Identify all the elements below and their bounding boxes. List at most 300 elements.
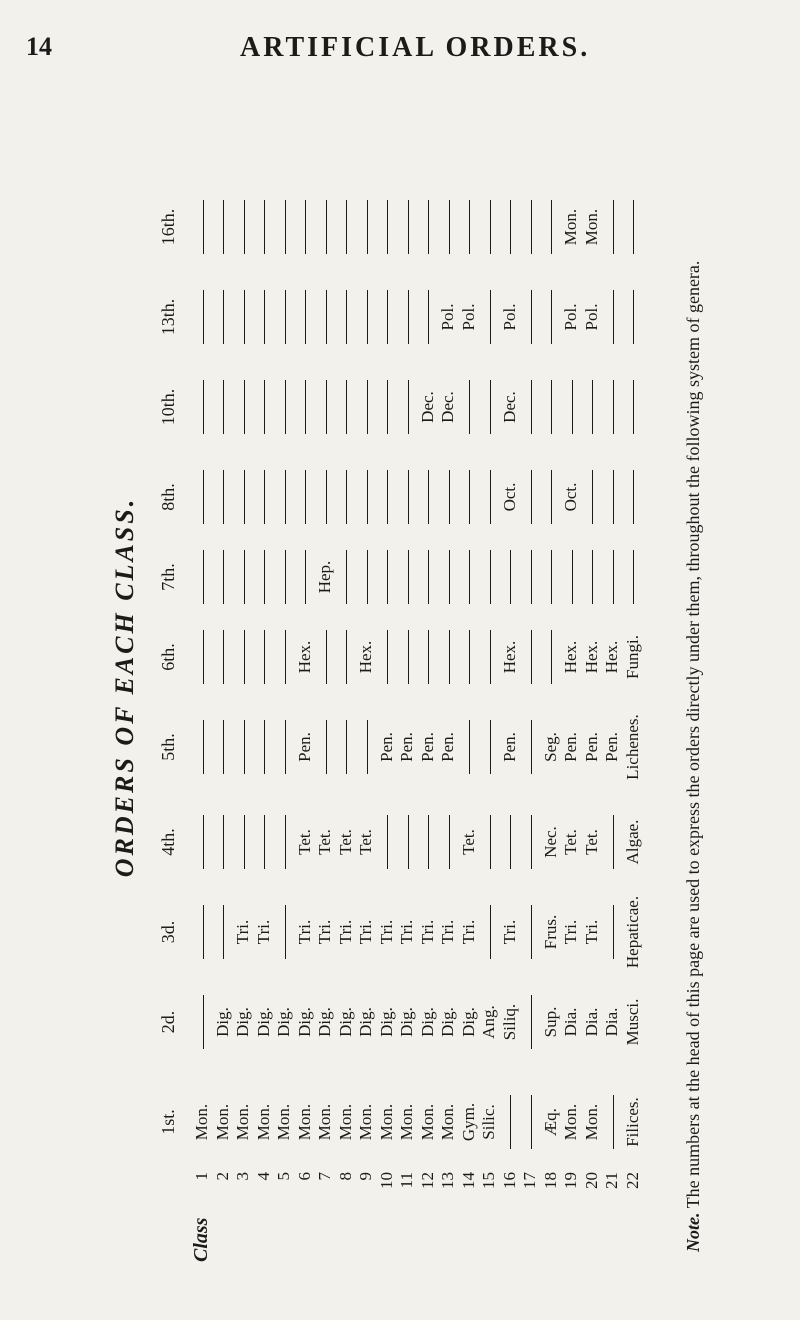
empty-cell-rule [356, 452, 375, 542]
empty-cell-rule [233, 797, 252, 887]
order-cell: Dia. [561, 1007, 580, 1037]
empty-cell-rule [274, 362, 293, 452]
table-row [377, 112, 396, 1262]
order-cell: Pen. [397, 732, 416, 762]
dash-rule [326, 290, 327, 344]
order-cell: Dig. [294, 1007, 314, 1037]
dash-rule [531, 630, 532, 684]
page-number: 14 [26, 32, 52, 61]
dash-rule [449, 470, 450, 524]
dash-rule [285, 550, 286, 604]
dash-rule [531, 470, 532, 524]
dash-rule [244, 720, 245, 774]
dash-rule [551, 550, 552, 604]
class-number: 3 [233, 1172, 252, 1181]
dash-rule [408, 815, 409, 869]
dash-rule [244, 470, 245, 524]
dash-rule [305, 470, 306, 524]
dash-rule [285, 380, 286, 434]
dash-rule [449, 550, 450, 604]
empty-cell-rule [192, 532, 211, 622]
dash-rule [387, 470, 388, 524]
empty-cell-rule [213, 702, 232, 792]
dash-rule [223, 720, 224, 774]
dash-rule [613, 905, 614, 959]
empty-cell-rule [438, 182, 457, 272]
empty-cell-rule [459, 612, 478, 702]
class-number: 14 [458, 1172, 478, 1189]
dash-rule [346, 290, 347, 344]
empty-cell-rule [520, 182, 539, 272]
order-cell: Tri. [356, 919, 375, 945]
class-number: 18 [540, 1172, 560, 1189]
dash-rule [633, 380, 634, 434]
order-cell: Tri. [397, 919, 416, 945]
empty-cell-rule [213, 362, 232, 452]
dash-rule [592, 470, 593, 524]
empty-cell-rule [397, 612, 416, 702]
empty-cell-rule [418, 272, 437, 362]
dash-rule [531, 720, 532, 774]
dash-rule [264, 550, 265, 604]
empty-cell-rule [459, 362, 478, 452]
column-header: 13th. [158, 298, 178, 336]
order-cell: Dig. [274, 1007, 293, 1037]
dash-rule [510, 550, 511, 604]
class-number: 1 [192, 1172, 211, 1181]
dash-rule [285, 200, 286, 254]
dash-rule [203, 905, 204, 959]
dash-rule [285, 630, 286, 684]
dash-rule [551, 200, 552, 254]
dash-rule [346, 200, 347, 254]
order-cell: Tri. [438, 919, 457, 945]
empty-cell-rule [233, 272, 252, 362]
class-number: 10 [376, 1172, 396, 1189]
empty-cell-rule [295, 452, 314, 542]
order-cell: Pen. [581, 732, 601, 762]
order-cell: Tri. [458, 919, 478, 945]
order-cell: Dig. [397, 1007, 416, 1037]
dash-rule [490, 470, 491, 524]
order-cell: Tri. [499, 919, 519, 945]
empty-cell-rule [438, 532, 457, 622]
dash-rule [531, 905, 532, 959]
table-row [397, 112, 416, 1262]
dash-rule [264, 815, 265, 869]
dash-rule [367, 470, 368, 524]
table-row [582, 112, 601, 1262]
order-cell: Hex. [499, 640, 519, 674]
dash-rule [551, 630, 552, 684]
table-row [213, 112, 232, 1262]
empty-cell-rule [602, 797, 621, 887]
dash-rule [387, 200, 388, 254]
dash-rule [510, 200, 511, 254]
order-cell: Mon. [335, 1103, 355, 1141]
empty-cell-rule [213, 797, 232, 887]
dash-rule [428, 630, 429, 684]
class-number: 4 [253, 1172, 273, 1181]
empty-cell-rule [459, 452, 478, 542]
empty-cell-rule [233, 362, 252, 452]
empty-cell-rule [315, 182, 334, 272]
order-cell: Pol. [458, 303, 478, 331]
empty-cell-rule [274, 887, 293, 977]
empty-cell-rule [438, 452, 457, 542]
dash-rule [531, 815, 532, 869]
dash-rule [490, 290, 491, 344]
empty-cell-rule [479, 702, 498, 792]
order-cell: Mon. [581, 208, 601, 246]
dash-rule [490, 720, 491, 774]
empty-cell-rule [397, 272, 416, 362]
dash-rule [613, 550, 614, 604]
order-cell: Pen. [376, 732, 396, 762]
table-row [438, 112, 457, 1262]
dash-rule [264, 720, 265, 774]
dash-rule [223, 815, 224, 869]
empty-cell-rule [541, 532, 560, 622]
empty-cell-rule [602, 452, 621, 542]
dash-rule [346, 720, 347, 774]
dash-rule [531, 200, 532, 254]
empty-cell-rule [602, 1077, 621, 1167]
empty-cell-rule [520, 272, 539, 362]
empty-cell-rule [233, 452, 252, 542]
empty-cell-rule [500, 182, 519, 272]
order-cell: Mon. [233, 1103, 252, 1141]
dash-rule [223, 470, 224, 524]
empty-cell-rule [356, 182, 375, 272]
empty-cell-rule [274, 532, 293, 622]
empty-cell-rule [336, 702, 355, 792]
dash-rule [490, 200, 491, 254]
order-cell: Tri. [294, 919, 314, 945]
empty-cell-rule [274, 612, 293, 702]
empty-cell-rule [397, 452, 416, 542]
order-cell: Tri. [417, 919, 437, 945]
empty-cell-rule [418, 532, 437, 622]
dash-rule [203, 470, 204, 524]
dash-rule [203, 720, 204, 774]
dash-rule [490, 550, 491, 604]
dash-rule [305, 380, 306, 434]
order-cell: Algae. [622, 819, 642, 865]
order-cell: Mon. [253, 1103, 273, 1141]
order-cell: Frus. [540, 914, 560, 950]
order-cell: Tet. [335, 829, 355, 855]
empty-cell-rule [254, 797, 273, 887]
dash-rule [613, 470, 614, 524]
order-cell: Tet. [561, 829, 580, 855]
dash-rule [387, 630, 388, 684]
dash-rule [408, 290, 409, 344]
empty-cell-rule [520, 532, 539, 622]
empty-cell-rule [500, 797, 519, 887]
order-cell: Tet. [315, 829, 334, 855]
order-cell: Tet. [581, 829, 601, 855]
table-title: ORDERS OF EACH CLASS. [110, 496, 139, 878]
empty-cell-rule [192, 362, 211, 452]
dash-rule [367, 380, 368, 434]
order-cell: Gym. [458, 1102, 478, 1142]
dash-rule [223, 290, 224, 344]
table-row [561, 112, 580, 1262]
order-cell: Tet. [356, 829, 375, 855]
empty-cell-rule [582, 452, 601, 542]
empty-cell-rule [397, 182, 416, 272]
empty-cell-rule [192, 977, 211, 1067]
dash-rule [285, 815, 286, 869]
order-cell: Tri. [233, 919, 252, 945]
empty-cell-rule [192, 797, 211, 887]
empty-cell-rule [582, 532, 601, 622]
order-cell: Mon. [417, 1103, 437, 1141]
page-header [0, 22, 800, 62]
empty-cell-rule [623, 532, 642, 622]
empty-cell-rule [315, 362, 334, 452]
empty-cell-rule [336, 532, 355, 622]
class-label: Class [190, 1217, 212, 1262]
order-cell: Dig. [335, 1007, 355, 1037]
order-cell: Mon. [561, 1103, 580, 1141]
empty-cell-rule [356, 272, 375, 362]
empty-cell-rule [336, 272, 355, 362]
order-cell: Mon. [561, 208, 580, 246]
dash-rule [367, 720, 368, 774]
table-row [623, 112, 642, 1262]
order-cell: Pen. [602, 732, 621, 762]
order-cell: Mon. [315, 1103, 334, 1141]
order-cell: Silic. [479, 1104, 498, 1140]
empty-cell-rule [254, 452, 273, 542]
dash-rule [203, 550, 204, 604]
column-headers [158, 112, 188, 1262]
dash-rule [326, 720, 327, 774]
dash-rule [326, 630, 327, 684]
column-header: 16th. [158, 208, 178, 246]
empty-cell-rule [500, 1077, 519, 1167]
empty-cell-rule [520, 797, 539, 887]
order-cell: Dec. [417, 391, 437, 423]
empty-cell-rule [315, 452, 334, 542]
empty-cell-rule [274, 272, 293, 362]
order-cell: Oct. [499, 482, 519, 512]
order-cell: Mon. [581, 1103, 601, 1141]
empty-cell-rule [295, 272, 314, 362]
order-cell: Dig. [438, 1007, 457, 1037]
dash-rule [203, 630, 204, 684]
dash-rule [613, 290, 614, 344]
empty-cell-rule [213, 532, 232, 622]
empty-cell-rule [541, 452, 560, 542]
class-number: 9 [356, 1172, 375, 1181]
empty-cell-rule [623, 182, 642, 272]
dash-rule [572, 550, 573, 604]
footnote-label: Note. [683, 1212, 703, 1252]
dash-rule [592, 550, 593, 604]
table-row [192, 112, 211, 1262]
empty-cell-rule [213, 272, 232, 362]
dash-rule [244, 550, 245, 604]
empty-cell-rule [397, 797, 416, 887]
order-cell: Pen. [438, 732, 457, 762]
empty-cell-rule [356, 362, 375, 452]
order-cell: Hex. [581, 640, 601, 674]
dash-rule [449, 815, 450, 869]
class-number: 15 [479, 1172, 498, 1189]
dash-rule [244, 290, 245, 344]
empty-cell-rule [233, 182, 252, 272]
order-cell: Dia. [581, 1007, 601, 1037]
dash-rule [387, 815, 388, 869]
dash-rule [244, 380, 245, 434]
empty-cell-rule [541, 182, 560, 272]
order-cell: Æq. [540, 1108, 560, 1136]
dash-rule [572, 380, 573, 434]
table-row [356, 112, 375, 1262]
empty-cell-rule [602, 182, 621, 272]
empty-cell-rule [520, 977, 539, 1067]
order-cell: Mon. [438, 1103, 457, 1141]
dash-rule [387, 550, 388, 604]
empty-cell-rule [274, 702, 293, 792]
empty-cell-rule [479, 532, 498, 622]
order-cell: Pen. [294, 732, 314, 762]
empty-cell-rule [233, 702, 252, 792]
order-cell: Pen. [561, 732, 580, 762]
dash-rule [326, 200, 327, 254]
order-cell: Oct. [561, 482, 580, 512]
empty-cell-rule [520, 362, 539, 452]
empty-cell-rule [459, 532, 478, 622]
empty-cell-rule [213, 452, 232, 542]
empty-cell-rule [520, 612, 539, 702]
order-cell: Mon. [212, 1103, 232, 1141]
empty-cell-rule [213, 612, 232, 702]
dash-rule [367, 290, 368, 344]
dash-rule [203, 290, 204, 344]
empty-cell-rule [479, 612, 498, 702]
empty-cell-rule [315, 612, 334, 702]
dash-rule [264, 380, 265, 434]
empty-cell-rule [520, 887, 539, 977]
empty-cell-rule [397, 532, 416, 622]
empty-cell-rule [623, 272, 642, 362]
class-number: 12 [417, 1172, 437, 1189]
order-cell: Mon. [376, 1103, 396, 1141]
order-cell: Hex. [356, 640, 375, 674]
empty-cell-rule [192, 272, 211, 362]
dash-rule [223, 630, 224, 684]
running-head: ARTIFICIAL ORDERS. [240, 32, 591, 63]
dash-rule [223, 905, 224, 959]
rotated-table-block [110, 112, 790, 1262]
dash-rule [367, 550, 368, 604]
order-cell: Dig. [253, 1007, 273, 1037]
empty-cell-rule [356, 532, 375, 622]
dash-rule [531, 995, 532, 1049]
empty-cell-rule [295, 362, 314, 452]
order-cell: Hepaticae. [622, 895, 642, 969]
table-row [459, 112, 478, 1262]
column-header: 8th. [158, 483, 178, 511]
empty-cell-rule [602, 272, 621, 362]
empty-cell-rule [315, 702, 334, 792]
empty-cell-rule [295, 532, 314, 622]
empty-cell-rule [418, 452, 437, 542]
dash-rule [264, 200, 265, 254]
table-row [500, 112, 519, 1262]
dash-rule [285, 905, 286, 959]
dash-rule [490, 380, 491, 434]
dash-rule [285, 470, 286, 524]
dash-rule [305, 200, 306, 254]
dash-rule [408, 380, 409, 434]
order-cell: Hep. [315, 560, 334, 594]
dash-rule [203, 200, 204, 254]
empty-cell-rule [418, 797, 437, 887]
dash-rule [490, 905, 491, 959]
empty-cell-rule [254, 272, 273, 362]
empty-cell-rule [192, 612, 211, 702]
class-number: 2 [212, 1172, 232, 1181]
class-number: 11 [397, 1172, 416, 1189]
dash-rule [469, 470, 470, 524]
dash-rule [244, 200, 245, 254]
table-row [541, 112, 560, 1262]
empty-cell-rule [561, 362, 580, 452]
empty-cell-rule [254, 182, 273, 272]
table-row [479, 112, 498, 1262]
order-cell: Dec. [499, 391, 519, 423]
dash-rule [346, 380, 347, 434]
empty-cell-rule [418, 182, 437, 272]
table-row [233, 112, 252, 1262]
column-header: 7th. [158, 563, 178, 591]
class-number: 7 [315, 1172, 334, 1181]
dash-rule [244, 630, 245, 684]
order-cell: Mon. [356, 1103, 375, 1141]
order-cell: Hex. [602, 640, 621, 674]
empty-cell-rule [213, 182, 232, 272]
empty-cell-rule [377, 612, 396, 702]
dash-rule [531, 1095, 532, 1149]
footnote-text: The numbers at the head of this page are used to express the orders directly under them, throughout the following system of genera. [683, 260, 703, 1209]
dash-rule [387, 290, 388, 344]
empty-cell-rule [377, 797, 396, 887]
order-cell: Tri. [253, 919, 273, 945]
dash-rule [551, 290, 552, 344]
empty-cell-rule [377, 272, 396, 362]
order-cell: Mon. [294, 1103, 314, 1141]
empty-cell-rule [582, 362, 601, 452]
order-cell: Dig. [233, 1007, 252, 1037]
dash-rule [613, 200, 614, 254]
order-cell: Pol. [499, 303, 519, 331]
empty-cell-rule [397, 362, 416, 452]
order-cell: Pol. [438, 303, 457, 331]
dash-rule [428, 550, 429, 604]
empty-cell-rule [479, 362, 498, 452]
order-cell: Dia. [602, 1007, 621, 1037]
empty-cell-rule [479, 182, 498, 272]
column-header: 1st. [158, 1109, 178, 1135]
order-cell: Dig. [315, 1007, 334, 1037]
empty-cell-rule [520, 1077, 539, 1167]
empty-cell-rule [377, 182, 396, 272]
